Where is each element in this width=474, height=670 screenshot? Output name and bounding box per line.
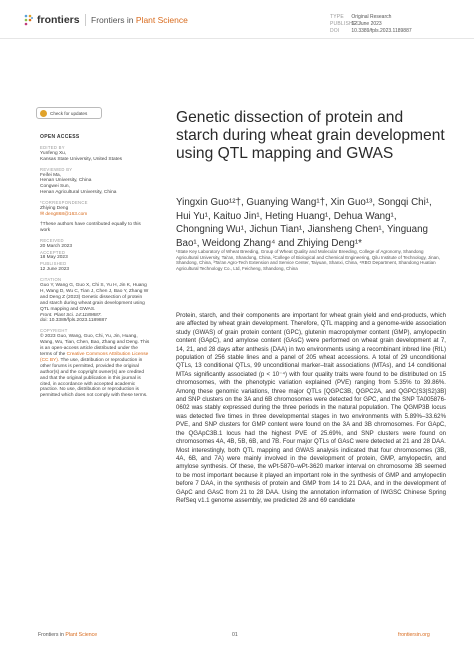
copyright-text xyxy=(40,334,150,399)
copyright-text-a: © 2023 Guo, Wang, Guo, Chi, Yu, Jin, Huang, Wang, Wu, Tian, Chen, Bao, Zhang and Deng. This is an open-access article distributed under the terms of the xyxy=(40,334,150,357)
page-number: 01 xyxy=(232,632,238,638)
received-heading: RECEIVED xyxy=(40,237,64,243)
accepted-date: 18 May 2023 xyxy=(40,255,68,261)
frontiers-logo-icon xyxy=(24,14,34,26)
affiliations: ¹State Key Laboratory of Wheat Breeding, Group of Wheat Quality and Molecular Breeding, College of Agronomy, Shandong Agricultural University, Tai'an, Shandong, China, ²College of Biological and Chemical Engineering, Qilu Institute of Technology, Jinan, Shandong, China, ³Tai'an Agro-Tech Extension and Service Center, Taiyuan, Shanxi, China, ⁴RBO Department, Shandong Huatian Agricultural Technology Co., Ltd, Feicheng, Shandong, China xyxy=(176,249,440,271)
article-meta xyxy=(330,14,412,36)
copyright-text-b: The use, distribution or reproduction in other forums is permitted, provided the original author(s) and the copyright owner(s) are credited and that the original publication in this journal is cited, in accordance with accepted academic practice. No use, distribution or reproduction is permitted which does not comply with these terms. xyxy=(40,357,148,399)
abstract: Protein, starch, and their components are important for wheat grain yield and end-products, which are affected by wheat grain development. Therefore, QTL mapping and a genome-wide association study (GWAS) of grain protein content (GPC), glutenin macropolymer content (GMP), amylopectin content (GApC), and amylose content (GAsC) were performed on wheat grain development at 7, 14, 21, and 28 days after anthesis (DAA) in two environments using a recombinant inbred line (RIL) population of 256 stable lines and a panel of 205 wheat accessions. A total of 29 unconditional QTLs, 13 conditional QTLs, 99 unconditional marker–trait associations (MTAs), and 14 conditional MTAs significantly associated (p < 10⁻⁴) with four quality traits were found to be distributed on 15 chromosomes, with the phenotypic variation explained (PVE) ranging from 5.35% to 39.86%. Among these genomic variations, three major QTLs [QGPC3B, QGPC2A, and QGPC(S3|S2)3B] and SNP clusters on the 3A and 6B chromosomes were detected for GPC, and the SNP TA005876-0602 was stably expressed during the three periods in the natural population. The QGMP3B locus was detected five times in three developmental stages in two environments with 5.89%–33.62% PVE, and SNP clusters for GMP content were found on the 3A and 3B chromosomes. For GApC, the QGApC3B.1 locus had the highest PVE of 25.69%, and SNP clusters were found on chromosomes 4A, 4B, 5B, 6B, and 7B. Four major QTLs of GAsC were detected at 21 and 28 DAA. Most interestingly, both QTL mapping and GWAS analysis indicated that four chromosomes (3B, 4A, 6B, and 7A) were mainly involved in the development of protein, GMP, amylopectin, and amylose synthesis. Of these, the wPt-5870–wPt-3620 marker interval on chromosome 3B seemed to be most important because it played an important role in the synthesis of GMP and amylopectin before 7 DAA, in the synthesis of protein and GMP from 14 to 21 DAA, and in the development of GApC and GAsC from 21 to 28 DAA. Using the annotation information of IWGSC Chinese Spring RefSeq v1.1 genome assembly, we predicted 28 and 69 candidate xyxy=(176,312,446,504)
author-list: Yingxin Guo¹²†, Guanying Wang¹†, Xin Guo¹³, Songqi Chi¹, Hui Yu¹, Kaituo Jin¹, Heting Huang¹, Dehua Wang¹, Chongning Wu¹, Jichun Tian¹, Jiansheng Chen¹, Yinguang Bao¹, Weidong Zhang⁴ and Zhiying Deng¹* xyxy=(176,197,432,249)
sidebar xyxy=(40,135,150,399)
footer-journal-name: Plant Science xyxy=(65,632,98,638)
check-updates-label: Check for updates xyxy=(50,111,88,116)
citation-doi: doi: 10.3389/fpls.2023.1189887 xyxy=(40,318,107,324)
equal-contribution-note: †These authors have contributed equally to this work xyxy=(40,221,141,233)
edited-by: Yunfeng Xu, Kansas State University, United States xyxy=(40,150,123,162)
correspondence-email[interactable]: ✉ deng868@163.com xyxy=(40,211,88,217)
citation-text: Guo Y, Wang G, Guo X, Chi S, Yu H, Jin K, Huang H, Wang D, Wu C, Tian J, Chen J, Bao Y, Zhang W and Deng Z (2023) Genetic dissection of protein and starch during wheat grain development using QTL mapping and GWAS. xyxy=(40,283,149,312)
footer-journal-prefix: Frontiers in xyxy=(38,632,64,638)
meta-doi-key: DOI xyxy=(330,28,340,35)
correspondence-heading: *CORRESPONDENCE xyxy=(40,200,88,206)
citation-journal: Front. Plant Sci. 14:1189887. xyxy=(40,312,102,318)
brand-name: frontiers xyxy=(37,14,80,26)
footer-site-link[interactable]: frontiersin.org xyxy=(398,632,430,638)
copyright-heading: COPYRIGHT xyxy=(40,328,68,334)
header-divider xyxy=(85,14,86,26)
citation-heading: CITATION xyxy=(40,277,62,283)
journal-name xyxy=(91,15,188,25)
published-heading: PUBLISHED xyxy=(40,261,67,267)
published-date: 12 June 2023 xyxy=(40,267,70,273)
open-access-label: OPEN ACCESS xyxy=(40,134,80,140)
meta-published-value: 12 June 2023 xyxy=(351,21,382,28)
journal-title: Plant Science xyxy=(135,15,188,25)
meta-type-key: TYPE xyxy=(330,14,344,20)
update-icon xyxy=(40,110,47,117)
meta-doi-value: 10.3389/fpls.2023.1189887 xyxy=(351,28,412,35)
footer-journal xyxy=(38,632,97,638)
received-date: 20 March 2023 xyxy=(40,243,72,249)
journal-prefix: Frontiers in xyxy=(91,15,134,25)
edited-by-heading: EDITED BY xyxy=(40,144,65,150)
check-updates-button[interactable] xyxy=(36,107,102,119)
license-link[interactable]: Creative Commons Attribution License (CC BY). xyxy=(40,352,149,363)
meta-published-key: PUBLISHED xyxy=(330,21,361,28)
meta-type-value: Original Research xyxy=(351,14,392,20)
correspondence-name: Zhiying Deng xyxy=(40,206,69,212)
reviewed-by: Feifei Ma, Henan University, China Congwei Sun, Henan Agricultural University, China xyxy=(40,172,117,196)
reviewed-by-heading: REVIEWED BY xyxy=(40,166,73,172)
accepted-heading: ACCEPTED xyxy=(40,249,66,255)
article-title: Genetic dissection of protein and starch during wheat grain development using QTL mapping and GWAS xyxy=(176,109,445,162)
